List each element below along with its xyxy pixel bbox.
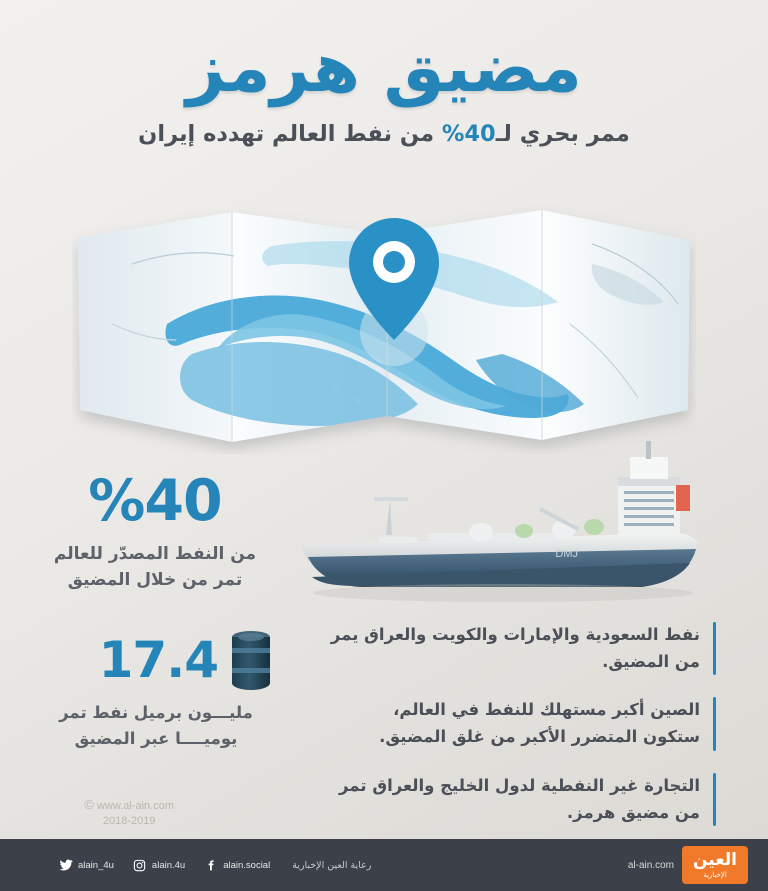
bullet-2-line2: ستكون المتضرر الأكبر من غلق المضيق. (379, 727, 700, 747)
watermark-url-row (84, 796, 174, 814)
bullet-text (339, 773, 700, 826)
map-pin-icon (349, 218, 439, 366)
list-item (316, 697, 716, 750)
al-ain-logo (682, 846, 748, 884)
stat-40-unit: % (88, 468, 145, 534)
stat-40-desc-line2: تمر من خلال المضيق (67, 570, 243, 591)
oil-tanker-illustration (278, 437, 708, 617)
copyright-icon: © (84, 797, 94, 812)
header (0, 29, 768, 148)
social-link-instagram[interactable] (132, 858, 185, 873)
social-links (58, 858, 270, 873)
stat-17-4 (42, 628, 274, 753)
twitter-icon (58, 858, 73, 873)
stat-17-value: 17.4 (98, 631, 218, 689)
oil-barrel-icon (228, 628, 274, 692)
subtitle-prefix: ممر بحري لـ (495, 121, 630, 148)
site-url: al-ain.com (627, 859, 674, 871)
instagram-icon (132, 858, 147, 873)
facebook-handle: alain.social (223, 859, 271, 871)
list-item (316, 773, 716, 826)
stat-40-percent (42, 468, 268, 594)
stat-17-desc-line2: يوميــــا عبر المضيق (74, 729, 238, 749)
bullet-accent-bar (713, 622, 716, 675)
social-link-facebook[interactable] (203, 858, 270, 873)
bullet-accent-bar (713, 697, 716, 750)
bullet-text (331, 622, 700, 675)
social-link-twitter[interactable] (58, 858, 114, 873)
facts-list (316, 622, 716, 848)
logo-text: العين (692, 849, 738, 870)
subtitle-suffix: من نفط العالم تهدده إيران (138, 121, 442, 148)
twitter-handle: alain_4u (78, 859, 114, 871)
facebook-icon (203, 858, 218, 873)
logo-subtext: الإخبارية (703, 870, 727, 879)
bullet-2-line1: الصين أكبر مستهلك للنفط في العالم، (393, 700, 700, 720)
map-illustration (72, 204, 696, 454)
footer-credit: رعاية العين الإخبارية (292, 859, 372, 871)
brand-block (628, 846, 748, 884)
subtitle-highlight: 40% (441, 121, 496, 148)
stat-40-number: 40 (144, 468, 222, 534)
stat-40-value (42, 468, 268, 534)
footer-bar (0, 839, 768, 891)
bullet-3-line2: من مضيق هرمز. (566, 802, 700, 822)
bullet-accent-bar (713, 773, 716, 826)
stat-40-description (42, 541, 268, 594)
instagram-handle: alain.4u (151, 859, 186, 871)
bullet-1-line2: من المضيق. (602, 651, 700, 671)
page-subtitle (0, 121, 768, 147)
bullet-text (379, 697, 700, 750)
watermark (84, 796, 174, 829)
stat-17-description (42, 700, 274, 753)
stat-17-desc-line1: مليـــون برميل نفط تمر (59, 703, 253, 722)
bullet-1-line1: نفط السعودية والإمارات والكويت والعراق يمر (330, 625, 700, 644)
bullet-3-line1: التجارة غير النفطية لدول الخليج والعراق تمر (339, 775, 700, 795)
list-item (316, 622, 716, 675)
stat-40-desc-line1: من النفط المصدّر للعالم (53, 544, 257, 564)
svg-text:DMJ: DMJ (555, 548, 578, 560)
watermark-url: www.al-ain.com (96, 800, 174, 812)
watermark-years: 2018-2019 (102, 814, 156, 827)
page-title: مضيق هرمز (186, 29, 582, 108)
